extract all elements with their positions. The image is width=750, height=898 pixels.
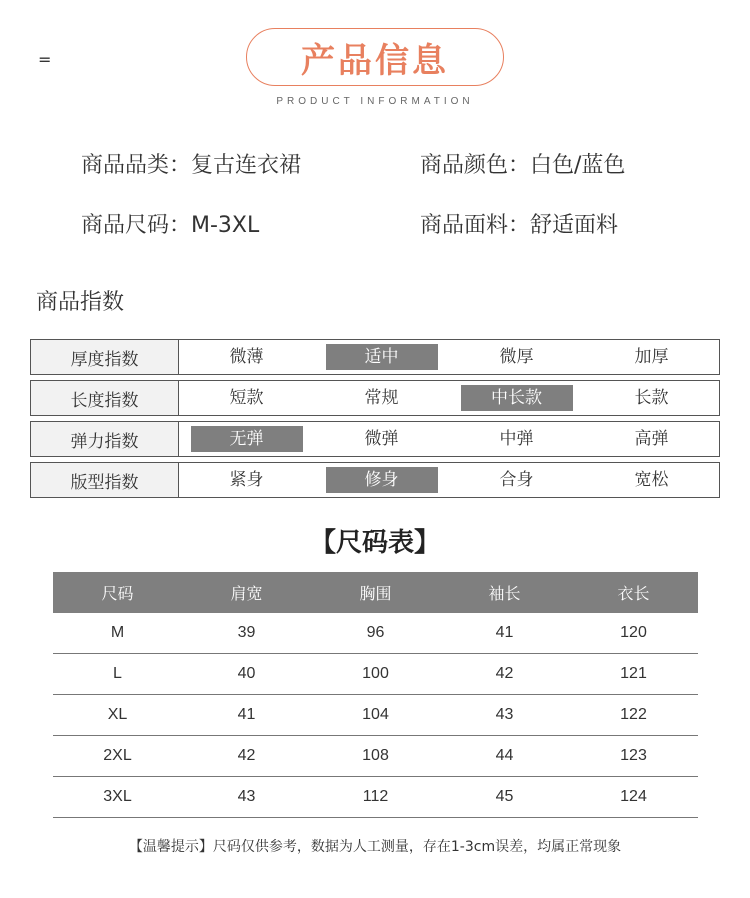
table-cell: 124 — [620, 788, 647, 805]
index-option: 高弹 — [634, 429, 669, 449]
table-cell: 43 — [237, 788, 256, 805]
index-option-cell — [449, 467, 584, 493]
table-cell: 121 — [620, 665, 647, 682]
index-row — [30, 421, 720, 457]
info-fabric: 商品面料：舒适面料 — [420, 213, 619, 238]
table-cell: 100 — [362, 665, 389, 682]
index-section-title: 商品指数 — [36, 290, 125, 315]
index-row — [30, 380, 720, 416]
index-option-cell — [449, 426, 584, 452]
index-option-cell — [584, 385, 719, 411]
index-row-label: 版型指数 — [31, 463, 179, 497]
table-cell: 40 — [237, 665, 256, 682]
index-row-label: 厚度指数 — [31, 340, 179, 374]
size-note: 【温馨提示】尺码仅供参考，数据为人工测量，存在1-3cm误差，均属正常现象 — [128, 839, 622, 855]
size-header-cell: 胸围 — [359, 584, 392, 603]
table-cell: 123 — [620, 747, 647, 764]
table-cell: 41 — [495, 624, 514, 641]
size-header-cell: 肩宽 — [230, 584, 263, 603]
index-option: 宽松 — [634, 470, 669, 490]
table-cell: 44 — [495, 747, 514, 764]
table-cell: 42 — [495, 665, 514, 682]
table-cell: 104 — [362, 706, 389, 723]
size-header-cell: 尺码 — [101, 584, 134, 603]
table-cell: 112 — [362, 788, 389, 805]
table-row — [53, 613, 698, 654]
index-option-cell — [314, 385, 449, 411]
index-option-selected: 中长款 — [461, 385, 573, 411]
index-row-label: 弹力指数 — [31, 422, 179, 456]
menu-glyph: = — [38, 50, 52, 69]
size-chart-table — [53, 572, 698, 818]
table-cell: XL — [107, 706, 128, 723]
page-title: 产品信息 — [301, 40, 449, 81]
index-option: 微弹 — [364, 429, 399, 449]
info-category: 商品品类：复古连衣裙 — [81, 153, 302, 178]
size-chart-title: 【尺码表】 — [309, 528, 440, 558]
index-option: 紧身 — [229, 470, 264, 490]
index-option-cell — [179, 344, 314, 370]
index-option-cell — [584, 344, 719, 370]
index-option: 微薄 — [229, 347, 264, 367]
page-subtitle: PRODUCT INFORMATION — [276, 96, 474, 107]
index-option-selected: 适中 — [326, 344, 438, 370]
table-cell: 43 — [495, 706, 514, 723]
table-cell: 45 — [495, 788, 514, 805]
size-chart-body — [53, 613, 698, 818]
table-cell: 122 — [620, 706, 647, 723]
table-row — [53, 695, 698, 736]
index-option-cell — [449, 385, 584, 411]
index-option-cell — [584, 467, 719, 493]
info-size: 商品尺码：M-3XL — [81, 213, 260, 238]
table-row — [53, 777, 698, 818]
size-header-cell: 衣长 — [617, 584, 650, 603]
index-option-selected: 修身 — [326, 467, 438, 493]
index-option-cell — [314, 467, 449, 493]
index-row-options — [179, 463, 719, 497]
table-cell: 2XL — [103, 747, 132, 764]
index-option-cell — [314, 426, 449, 452]
index-option-cell — [179, 467, 314, 493]
table-cell: 3XL — [103, 788, 132, 805]
index-row — [30, 339, 720, 375]
index-option: 微厚 — [499, 347, 534, 367]
index-table — [30, 339, 720, 503]
index-row — [30, 462, 720, 498]
table-cell: M — [110, 624, 125, 641]
index-option: 长款 — [634, 388, 669, 408]
table-cell: L — [113, 665, 122, 682]
index-row-options — [179, 422, 719, 456]
size-header-cell: 袖长 — [488, 584, 521, 603]
table-cell: 120 — [620, 624, 647, 641]
table-cell: 41 — [237, 706, 256, 723]
table-row — [53, 654, 698, 695]
index-option: 短款 — [229, 388, 264, 408]
table-cell: 96 — [366, 624, 385, 641]
index-option-selected: 无弹 — [191, 426, 303, 452]
index-row-options — [179, 340, 719, 374]
index-option: 合身 — [499, 470, 534, 490]
index-option: 加厚 — [634, 347, 669, 367]
index-row-options — [179, 381, 719, 415]
index-option-cell — [449, 344, 584, 370]
index-option-cell — [314, 344, 449, 370]
table-cell: 39 — [237, 624, 256, 641]
table-cell: 108 — [362, 747, 389, 764]
table-cell: 42 — [237, 747, 256, 764]
index-option: 常规 — [364, 388, 399, 408]
index-option: 中弹 — [499, 429, 534, 449]
table-row — [53, 736, 698, 777]
index-option-cell — [179, 426, 314, 452]
title-badge — [246, 28, 504, 86]
index-option-cell — [179, 385, 314, 411]
info-color: 商品颜色：白色/蓝色 — [420, 153, 626, 178]
size-chart-header — [53, 572, 698, 613]
index-row-label: 长度指数 — [31, 381, 179, 415]
index-option-cell — [584, 426, 719, 452]
